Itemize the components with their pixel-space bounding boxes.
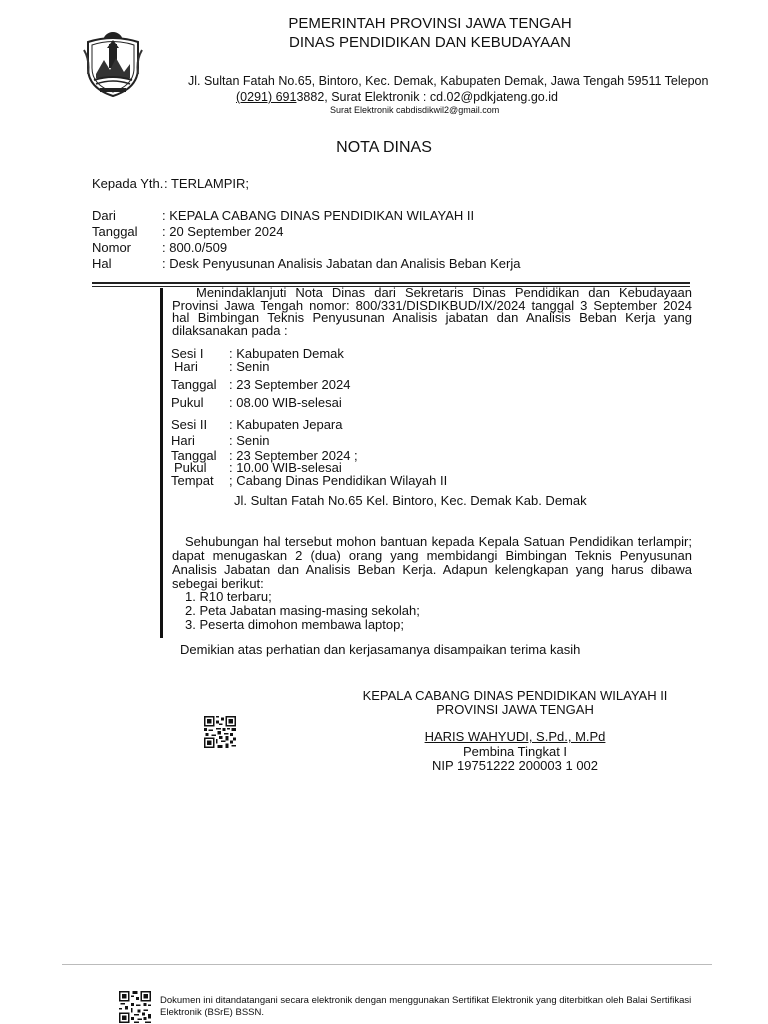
sesi2-label-hari: Hari [171, 433, 195, 448]
requirement-item: 3. Peserta dimohon membawa laptop; [185, 617, 404, 632]
signer-rank: Pembina Tingkat I [462, 744, 568, 759]
sesi2-value-sesi: : Kabupaten Jepara [229, 417, 343, 432]
requirement-item: 1. R10 terbaru; [185, 589, 272, 604]
field-label-tanggal: Tanggal [92, 224, 138, 239]
separator-thick [92, 282, 690, 284]
sesi2-value-hari: : Senin [229, 433, 270, 448]
footer-esign-notice: Dokumen ini ditandatangani secara elektronik dengan menggunakan Sertifikat Elektronik yang diterbitkan oleh Balai Sertifikasi Elektronik (BSrE) BSSN. [160, 995, 692, 1018]
field-label-nomor: Nomor [92, 240, 132, 255]
letterhead-contact [236, 90, 558, 104]
letterhead-alt-email: Surat Elektronik cabdisdikwil2@gmail.com [330, 105, 500, 115]
intro-paragraph: Menindaklanjuti Nota Dinas dari Sekretaris Dinas Pendidikan dan Kebudayaan Provinsi Jawa Tengah nomor: 800/331/DISDIKBUD/IX/2024 tanggal 3 September 2024 hal Bimbingan Teknis Penyusunan Analisis jabatan dan Analisis Beban Kerja yang dilaksanakan pada : [172, 285, 692, 338]
closing-sentence: Demikian atas perhatian dan kerjasamanya disampaikan terima kasih [180, 642, 581, 657]
sesi2-label-tanggal: Tanggal [171, 448, 217, 463]
signer-province: PROVINSI JAWA TENGAH [436, 702, 594, 717]
kepada-label: Kepada Yth. [92, 176, 164, 191]
footer-qr-code [119, 991, 151, 1023]
document-title: NOTA DINAS [336, 139, 432, 156]
letterhead-government: PEMERINTAH PROVINSI JAWA TENGAH [288, 15, 572, 32]
footer-divider [62, 964, 712, 965]
provincial-emblem-logo [80, 30, 146, 98]
letterhead-address: Jl. Sultan Fatah No.65, Bintoro, Kec. Demak, Kabupaten Demak, Jawa Tengah 59511 Telepon [188, 74, 709, 88]
signature-qr-code [204, 716, 236, 748]
contact-email: 3882, Surat Elektronik : cd.02@pdkjateng.go.id [296, 90, 558, 104]
field-value-tanggal: : 20 September 2024 [162, 224, 284, 239]
sesi2-label-pukul: Pukul [174, 460, 207, 475]
sesi1-value-sesi: : Kabupaten Demak [229, 346, 344, 361]
sesi1-label-pukul: Pukul [171, 395, 204, 410]
sesi2-label-sesi: Sesi II [171, 417, 208, 432]
signer-position: KEPALA CABANG DINAS PENDIDIKAN WILAYAH II [362, 688, 668, 703]
sesi1-label-hari: Hari [174, 359, 198, 374]
signer-name: HARIS WAHYUDI, S.Pd., M.Pd [424, 729, 606, 744]
phone-link[interactable]: (0291) 691 [236, 90, 297, 104]
sesi2-value-tempat: ; Cabang Dinas Pendidikan Wilayah II [229, 473, 448, 488]
sesi1-value-pukul: : 08.00 WIB-selesai [229, 395, 342, 410]
kepada-value: : TERLAMPIR; [164, 176, 250, 191]
letterhead-agency: DINAS PENDIDIKAN DAN KEBUDAYAAN [288, 34, 571, 51]
signer-nip: NIP 19751222 200003 1 002 [431, 758, 599, 773]
sesi1-label-sesi: Sesi I [171, 346, 204, 361]
sesi1-value-tanggal: : 23 September 2024 [229, 377, 351, 392]
request-paragraph: Sehubungan hal tersebut mohon bantuan kepada Kepala Satuan Pendidikan terlampir; dapat menugaskan 2 (dua) orang yang membidangi Bimbingan Teknis Penyusunan Analisis Jabatan dan Analisis Beban Kerja. Adapun kelengkapan yang harus dibawa sebegai berikut: [172, 534, 692, 591]
sesi1-label-tanggal: Tanggal [171, 377, 217, 392]
tempat-address: Jl. Sultan Fatah No.65 Kel. Bintoro, Kec. Demak Kab. Demak [234, 493, 587, 508]
sesi1-value-hari: : Senin [229, 359, 270, 374]
field-value-hal: : Desk Penyusunan Analisis Jabatan dan Analisis Beban Kerja [162, 256, 521, 271]
sesi2-value-pukul: : 10.00 WIB-selesai [229, 460, 342, 475]
field-value-nomor: : 800.0/509 [162, 240, 228, 255]
sesi2-label-tempat: Tempat [171, 473, 214, 488]
field-label-hal: Hal [92, 256, 112, 271]
sesi2-value-tanggal: : 23 September 2024 ; [229, 448, 358, 463]
field-label-dari: Dari [92, 208, 116, 223]
field-value-dari: : KEPALA CABANG DINAS PENDIDIKAN WILAYAH II [162, 208, 475, 223]
requirement-item: 2. Peta Jabatan masing-masing sekolah; [185, 603, 420, 618]
margin-bar [160, 288, 163, 638]
